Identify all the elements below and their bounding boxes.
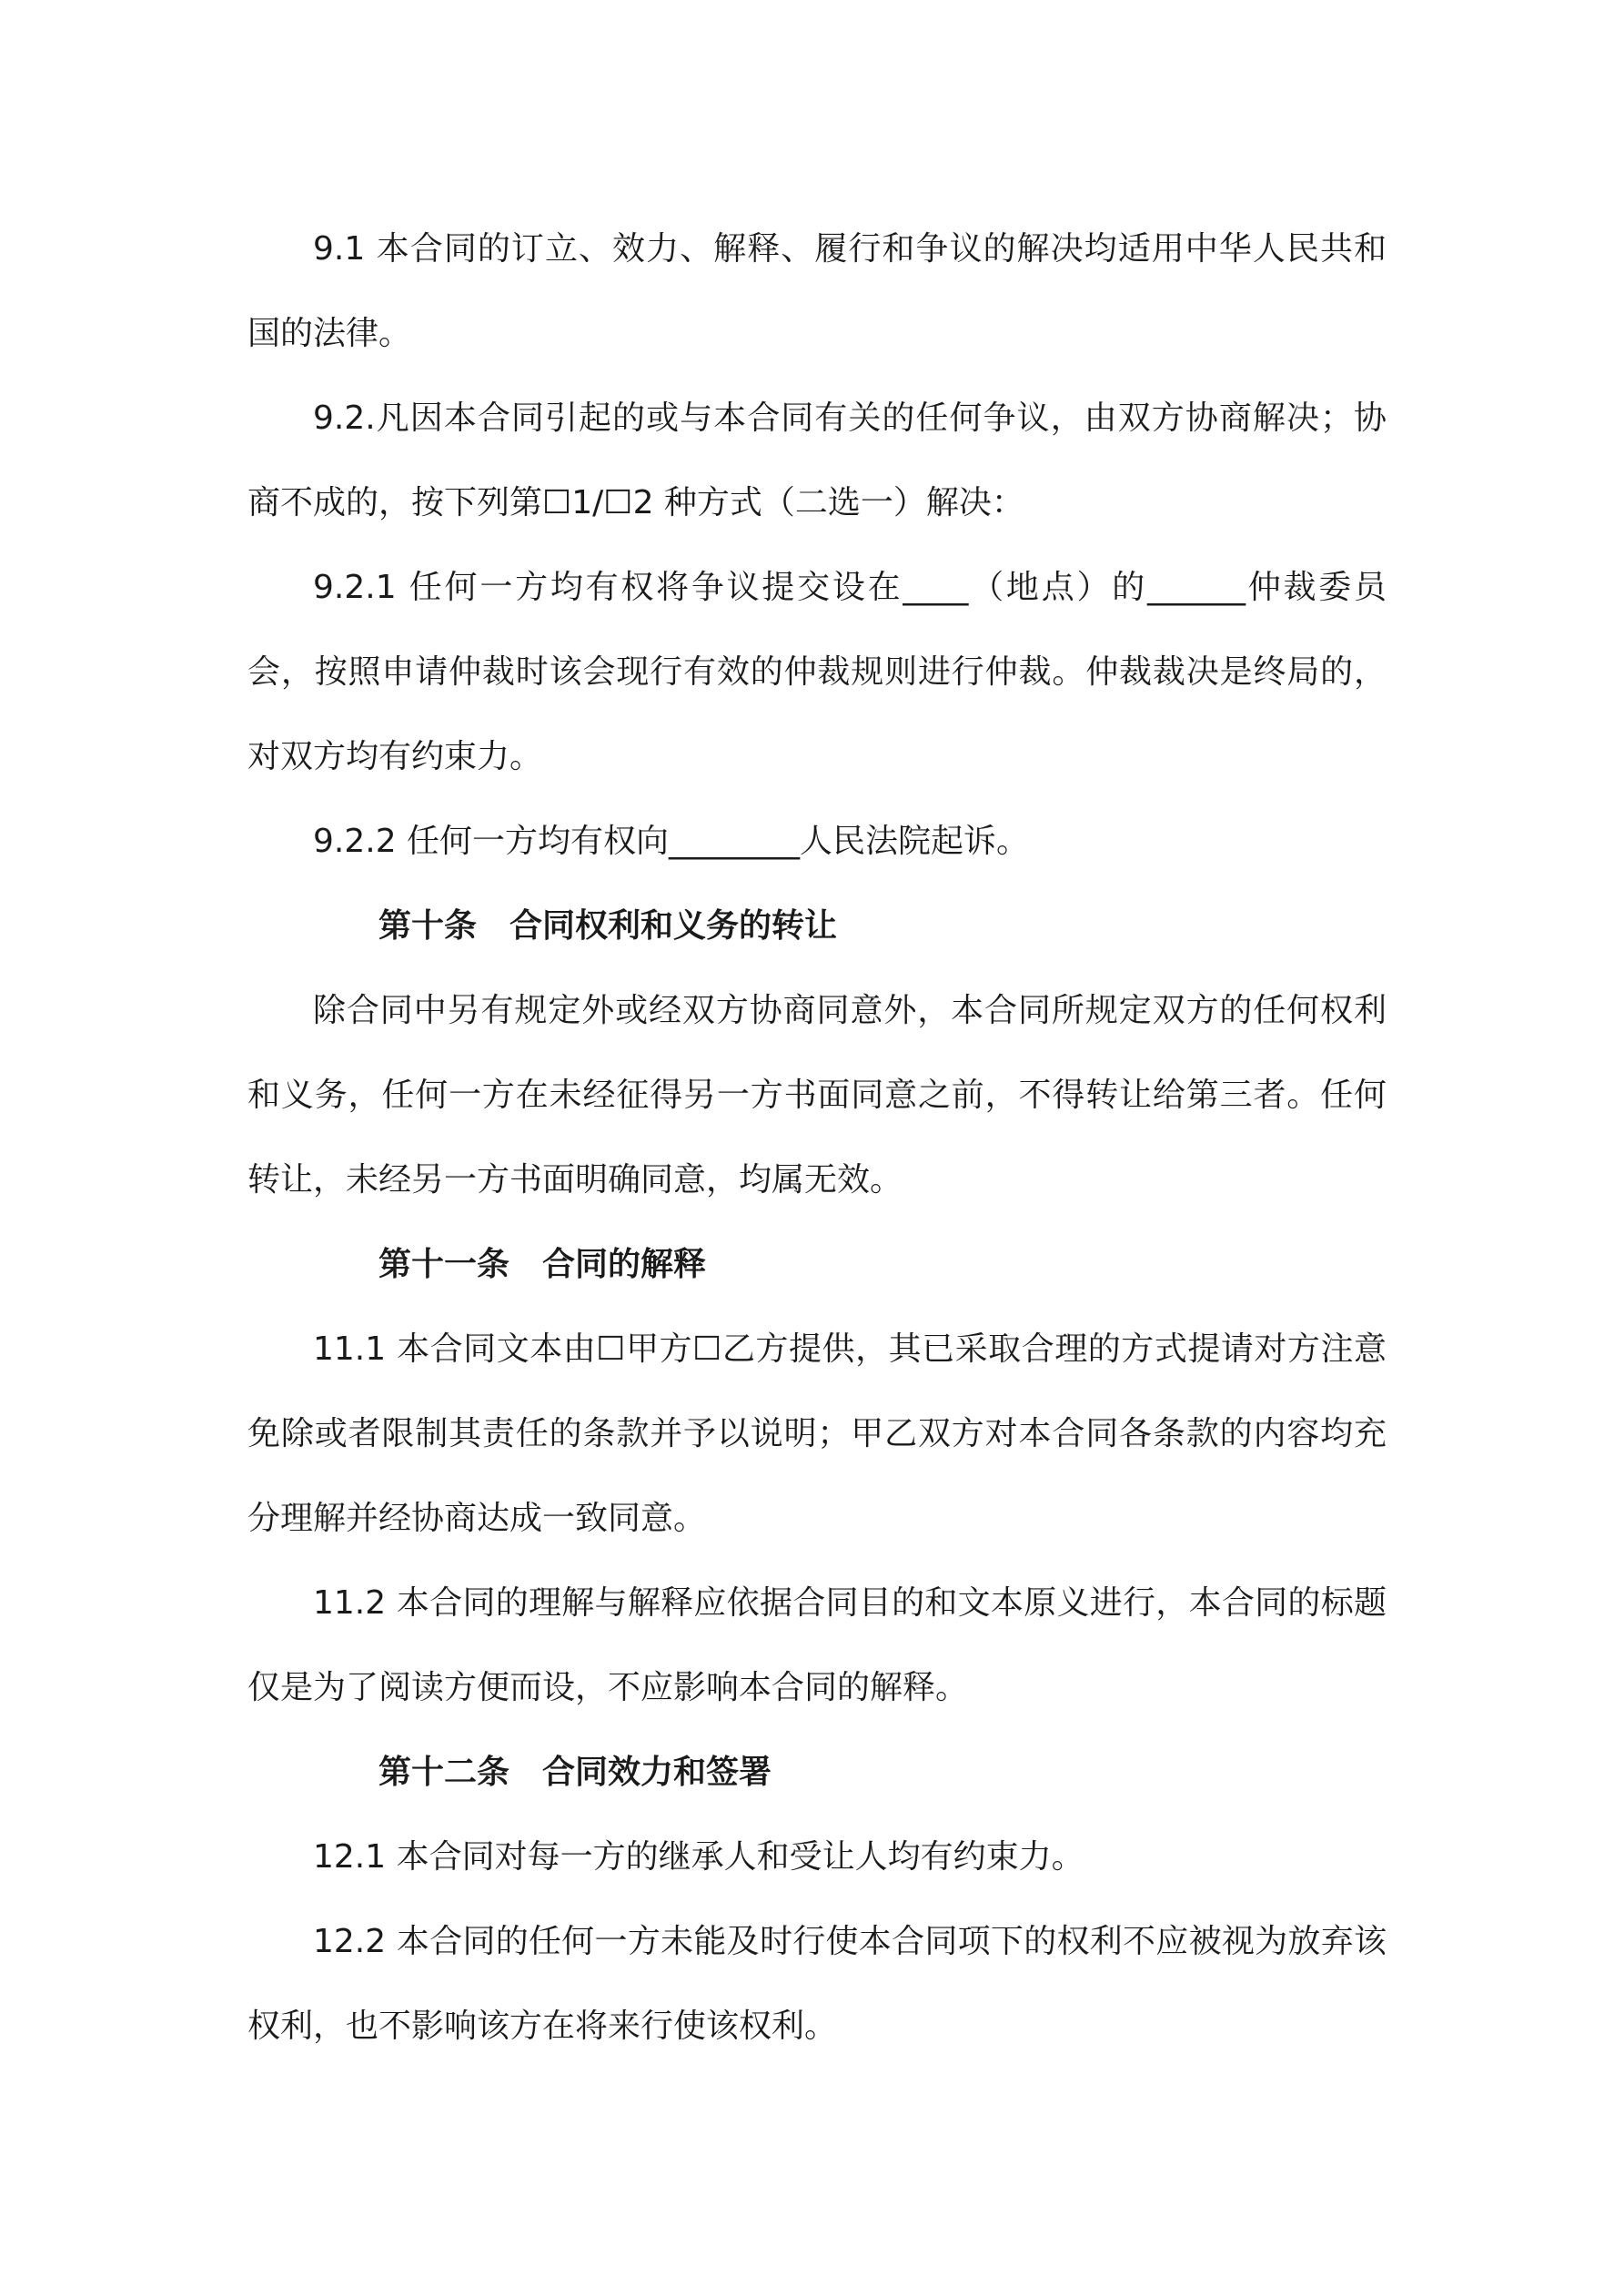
article-10-text: 除合同中另有规定外或经双方协商同意外，本合同所规定双方的任何权利和义务，任何一方在未经征得另一方书面同意之前，不得转让给第三者。任何转让，未经另一方书面明确同意，均属无效。: [247, 992, 1387, 1199]
article-number: 第十一条: [378, 1246, 510, 1283]
article-10-heading: [247, 884, 1387, 968]
clause-9-2-2: 9.2.2 任何一方均有权向________人民法院起诉。: [313, 823, 1030, 860]
clause-12-1: 12.1 本合同对每一方的继承人和受让人均有约束力。: [313, 1838, 1084, 1876]
clause-9-2: 9.2.凡因本合同引起的或与本合同有关的任何争议，由双方协商解决；协商不成的，按下列第☐1/☐2 种方式（二选一）解决：: [247, 400, 1387, 521]
article-title: 合同效力和签署: [542, 1754, 772, 1791]
article-12-heading: [247, 1730, 1387, 1815]
clause-9-1: 9.1 本合同的订立、效力、解释、履行和争议的解决均适用中华人民共和国的法律。: [247, 230, 1387, 352]
article-number: 第十二条: [378, 1754, 510, 1791]
article-11-heading: [247, 1222, 1387, 1307]
clause-12-2: 12.2 本合同的任何一方未能及时行使本合同项下的权利不应被视为放弃该权利，也不影响该方在将来行使该权利。: [247, 1923, 1387, 2045]
article-number: 第十条: [378, 907, 478, 945]
document-body: [247, 207, 1387, 2068]
clause-11-2: 11.2 本合同的理解与解释应依据合同目的和文本原义进行，本合同的标题仅是为了阅读方便而设，不应影响本合同的解释。: [247, 1584, 1387, 1706]
clause-11-1: 11.1 本合同文本由☐甲方☐乙方提供，其已采取合理的方式提请对方注意免除或者限制其责任的条款并予以说明；甲乙双方对本合同各条款的内容均充分理解并经协商达成一致同意。: [247, 1330, 1387, 1537]
clause-9-2-1: 9.2.1 任何一方均有权将争议提交设在____（地点）的______仲裁委员会，按照申请仲裁时该会现行有效的仲裁规则进行仲裁。仲裁裁决是终局的，对双方均有约束力。: [247, 569, 1387, 775]
article-title: 合同的解释: [542, 1246, 707, 1283]
article-title: 合同权利和义务的转让: [509, 907, 838, 945]
